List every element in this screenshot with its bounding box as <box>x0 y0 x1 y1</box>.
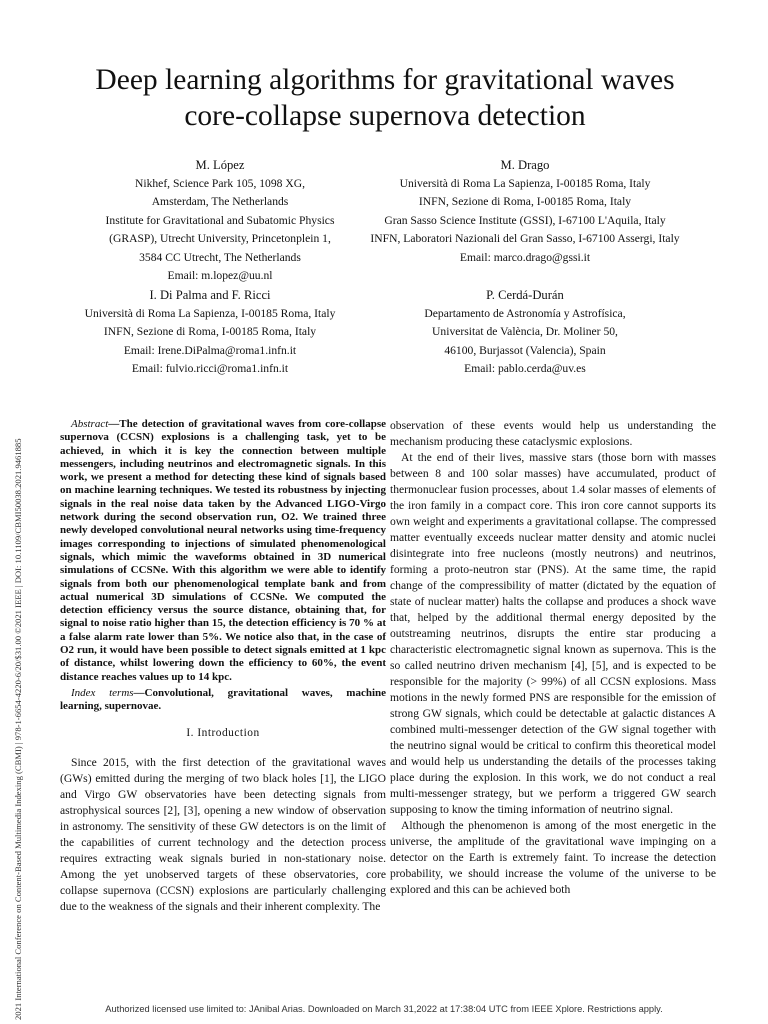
abstract <box>60 418 386 684</box>
body-paragraph: Although the phenomenon is among of the most energetic in the universe, the amplitude of the gravitational wave impinging on a detector on the Earth is extremely faint. To increase the detection probability, we should increase the volume of the universe to be explored and this can be achieved both <box>390 819 716 896</box>
left-column <box>60 418 386 915</box>
doi-sidebar <box>6 160 23 1020</box>
author-email[interactable]: Email: fulvio.ricci@roma1.infn.it <box>131 362 289 375</box>
author-email[interactable]: Email: Irene.DiPalma@roma1.infn.it <box>123 343 297 357</box>
author-block-lopez <box>80 156 360 286</box>
right-column <box>390 418 716 898</box>
doi-sidebar-text: 2021 International Conference on Content-Based Multimedia Indexing (CBMI) | 978-1-6654-4220-6/20/$31.00 ©2021 IEEE | DOI: 10.1109/CBMI50038.2021.9461885 <box>13 438 23 1020</box>
author-affiliation-line: Departamento de Astronomía y Astrofísica, <box>424 306 626 320</box>
abstract-lead: Abstract <box>71 418 109 430</box>
author-name: M. López <box>195 158 245 172</box>
author-affiliation-line: (GRASP), Utrecht University, Princetonplein 1, <box>109 232 331 245</box>
paper-title-line-1: Deep learning algorithms for gravitational waves <box>95 64 675 96</box>
author-affiliation-line: Amsterdam, The Netherlands <box>151 195 289 208</box>
author-affiliation-line: Università di Roma La Sapienza, I-00185 Roma, Italy <box>399 176 651 190</box>
author-affiliation-line: Institute for Gravitational and Subatomic Physics <box>105 213 335 227</box>
author-email[interactable]: Email: m.lopez@uu.nl <box>167 269 273 282</box>
author-name: I. Di Palma and F. Ricci <box>149 288 271 302</box>
author-block-drago <box>360 156 690 267</box>
body-paragraph: At the end of their lives, massive stars (those born with masses between 8 and 100 solar masses) have accumulated, product of thermonuclear fusion processes, about 1.4 solar masses of elements of the iron family in a compact core. This iron core cannot supports its own weight and experiments a gravitational collapse. The compressed matter eventually exceeds nuclear matter density and atomic nuclei disintegrate into free nucleons (mostly neutrons) and neutrinos, forming a proto-neutron star (PNS). At the same time, the rapid change of the compressibility of matter (dictated by the equation of state of nuclear matter) halts the collapse and produces a shock wave that, helped by the additional thermal energy deposited by the outstreaming neutrinos, disrupts the entire star producing a characteristic electromagnetic signal known as supernova. This is the so called neutrino driven mechanism [4], [5], and is expected to be responsible for the majority (> 99%) of all CCSN explosions. Mass motions in the newly formed PNS are responsible for the emission of strong GW signals, which could be detectable at galactic distances A combined multi-messenger detection of the GW signal together with the neutrino signal would be critical to confirm this theoretical model and would help us understanding the details of the processes taking place during the explosion. In this work, we do not conduct a real multi-messenger strategy, but we perform a triggered GW search supposing to know the timing information of neutrino signal. <box>390 451 716 816</box>
abstract-text: —The detection of gravitational waves from core-collapse supernova (CCSN) explosions is a challenging task, yet to be achieved, in which it is key the connection between multiple messengers, including neutrinos and electromagnetic signals. In this work, we present a method for detecting these kind of signals based on machine learning techniques. We tested its robustness by injecting signals in the real noise data taken by the Advanced LIGO-Virgo network during the second observation run, O2. We trained three newly developed convolutional neural networks using time-frequency images corresponding to injections of simulated phenomenological signals, which mimic the waveforms obtained in 3D numerical simulations of CCSNe. With this algorithm we were able to identify signals from both our phenomenological template bank and from actual numerical 3D simulations of CCSNe. We computed the detection efficiency versus the source distance, obtaining that, for signal to noise ratio higher than 15, the detection efficiency is 70 % at a false alarm rate lower than 5%. We notice also that, in the case of O2 run, it would have been possible to detect signals emitted at 1 kpc of distance, whilst lowering down the efficiency to 60%, the event distance reaches values up to 14 kpc. <box>60 418 386 683</box>
author-name: M. Drago <box>500 158 550 172</box>
index-terms-text: —Convolutional, gravitational waves, machine learning, supernovae. <box>60 686 386 713</box>
author-block-dipalma-ricci <box>60 286 360 379</box>
body-paragraph: Since 2015, with the first detection of the gravitational waves (GWs) emitted during the merging of two black holes [1], the LIGO and Virgo GW observatories have been detecting signals from astrophysical sources [2], [3], opening a new window of observation in astronomy. The sensitivity of these GW detectors is on the limit of the capabilities of current technology and the detection process requires extracting weak signals buried in non-stationary noise. Among the yet unobserved targets of these observatories, core collapse supernova (CCSN) explosions are particularly challenging due to the weakness of the signals and their inherent complexity. The <box>60 755 386 913</box>
author-block-cerda-duran <box>384 286 666 379</box>
index-terms <box>60 687 386 714</box>
author-affiliation-line: INFN, Sezione di Roma, I-00185 Roma, Italy <box>418 195 632 208</box>
author-affiliation-line: 3584 CC Utrecht, The Netherlands <box>139 250 301 264</box>
license-footer: Authorized licensed use limited to: JAnibal Arias. Downloaded on March 31,2022 at 17:38:04 UTC from IEEE Xplore. Restrictions apply. <box>105 1004 663 1014</box>
author-name: P. Cerdá-Durán <box>486 288 564 302</box>
author-affiliation-line: Universitat de València, Dr. Moliner 50, <box>432 325 618 338</box>
author-email[interactable]: Email: pablo.cerda@uv.es <box>464 362 586 375</box>
author-affiliation-line: 46100, Burjassot (Valencia), Spain <box>444 343 606 357</box>
author-affiliation-line: Gran Sasso Science Institute (GSSI), I-67100 L'Aquila, Italy <box>384 213 666 227</box>
paper-title <box>40 62 730 134</box>
author-email[interactable]: Email: marco.drago@gssi.it <box>459 250 591 264</box>
author-affiliation-line: Nikhef, Science Park 105, 1098 XG, <box>134 176 305 190</box>
index-terms-lead: Index terms <box>71 686 134 699</box>
author-affiliation-line: INFN, Sezione di Roma, I-00185 Roma, Italy <box>103 325 317 338</box>
paper-title-line-2: core-collapse supernova detection <box>184 100 586 132</box>
section-heading-introduction: I. Introduction <box>186 726 260 739</box>
author-affiliation-line: INFN, Laboratori Nazionali del Gran Sasso, I-67100 Assergi, Italy <box>370 232 680 245</box>
body-paragraph: observation of these events would help us understanding the mechanism producing these cataclysmic explosions. <box>390 419 716 448</box>
author-affiliation-line: Università di Roma La Sapienza, I-00185 Roma, Italy <box>84 306 336 320</box>
